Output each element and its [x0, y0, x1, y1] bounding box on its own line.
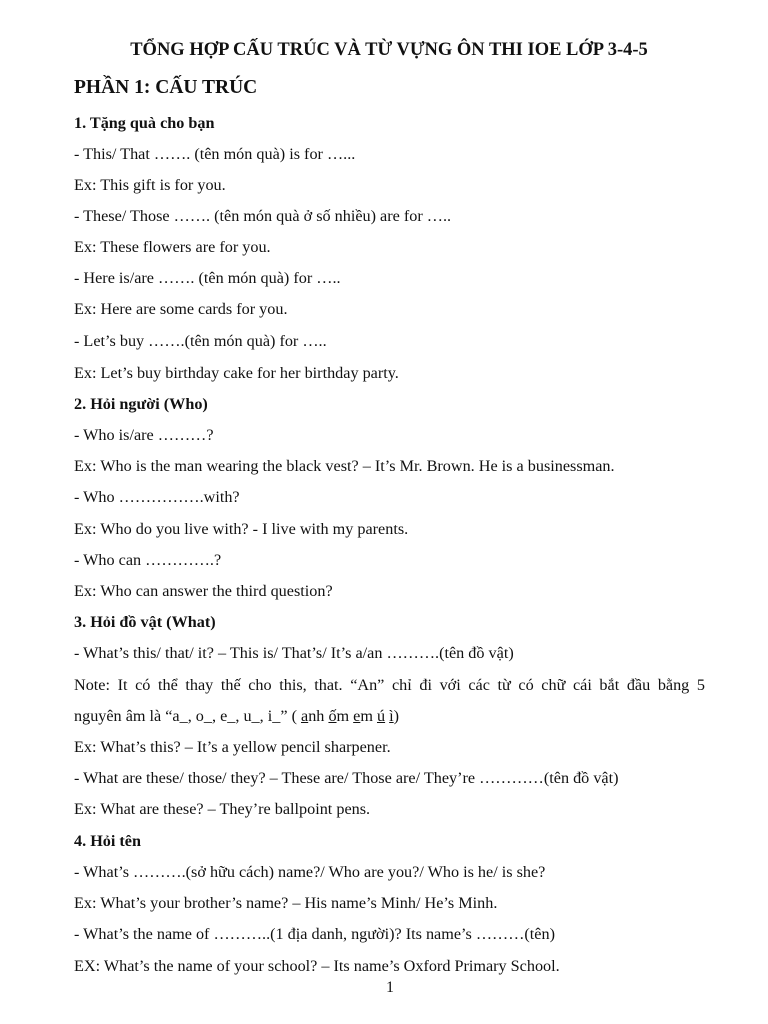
document-title: TỔNG HỢP CẤU TRÚC VÀ TỪ VỰNG ÔN THI IOE LỚP 3-4-5: [130, 40, 648, 60]
text-line: Ex: Who is the man wearing the black vest? – It’s Mr. Brown. He is a businessman.: [74, 457, 615, 475]
underlined-letter: e: [353, 707, 361, 725]
heading-name: 4. Hỏi tên: [74, 832, 141, 850]
text-line: - This/ That ……. (tên món quà) is for …...: [74, 145, 356, 163]
underlined-letter: ố: [328, 707, 337, 725]
text-line: Ex: What’s this? – It’s a yellow pencil sharpener.: [74, 738, 391, 756]
page-number: 1: [386, 979, 394, 996]
text-line: EX: What’s the name of your school? – Its name’s Oxford Primary School.: [74, 957, 560, 975]
text-line: - Who …………….with?: [74, 488, 240, 506]
text-line: Ex: What’s your brother’s name? – His name’s Minh/ He’s Minh.: [74, 894, 498, 912]
section-heading: PHẦN 1: CẤU TRÚC: [74, 77, 258, 98]
heading-gift: 1. Tặng quà cho bạn: [74, 114, 215, 132]
text-line: - What’s this/ that/ it? – This is/ That’s/ It’s a/an ……….(tên đồ vật): [74, 644, 514, 662]
text-run: ): [393, 707, 400, 725]
note-line: Note: It có thể thay thế cho this, that. “An” chỉ đi với các từ có chữ cái bắt đầu bằng 5: [74, 676, 705, 694]
text-line: Ex: Here are some cards for you.: [74, 300, 288, 318]
underlined-letter: a: [301, 707, 309, 725]
vowel-mnemonic-line: [74, 706, 399, 726]
text-line: - These/ Those ……. (tên món quà ở số nhiều) are for …..: [74, 207, 452, 225]
text-run: m: [336, 707, 350, 725]
text-line: - What’s the name of ………..(1 địa danh, người)? Its name’s ………(tên): [74, 925, 555, 943]
text-line: Ex: What are these? – They’re ballpoint pens.: [74, 800, 371, 818]
text-line: Ex: These flowers are for you.: [74, 238, 271, 256]
heading-what: 3. Hỏi đồ vật (What): [74, 613, 216, 631]
heading-who: 2. Hỏi người (Who): [74, 395, 208, 413]
text-line: Ex: This gift is for you.: [74, 176, 226, 194]
text-run: nguyên âm là “a_, o_, e_, u_, i_” (: [74, 707, 302, 725]
text-run: m: [360, 707, 373, 725]
underlined-letter: ú: [377, 707, 386, 725]
text-line: Ex: Who do you live with? - I live with my parents.: [74, 520, 409, 538]
text-line: Ex: Let’s buy birthday cake for her birthday party.: [74, 364, 399, 382]
underlined-letter: ì: [389, 707, 394, 725]
text-line: - What are these/ those/ they? – These are/ Those are/ They’re …………(tên đồ vật): [74, 769, 619, 787]
text-line: - What’s ……….(sở hữu cách) name?/ Who are you?/ Who is he/ is she?: [74, 863, 546, 881]
text-line: - Who can ………….?: [74, 551, 222, 569]
text-line: - Let’s buy …….(tên món quà) for …..: [74, 332, 327, 350]
text-line: Ex: Who can answer the third question?: [74, 582, 333, 600]
text-run: nh: [308, 707, 325, 725]
text-line: - Here is/are ……. (tên món quà) for …..: [74, 269, 341, 287]
text-line: - Who is/are ………?: [74, 426, 214, 444]
